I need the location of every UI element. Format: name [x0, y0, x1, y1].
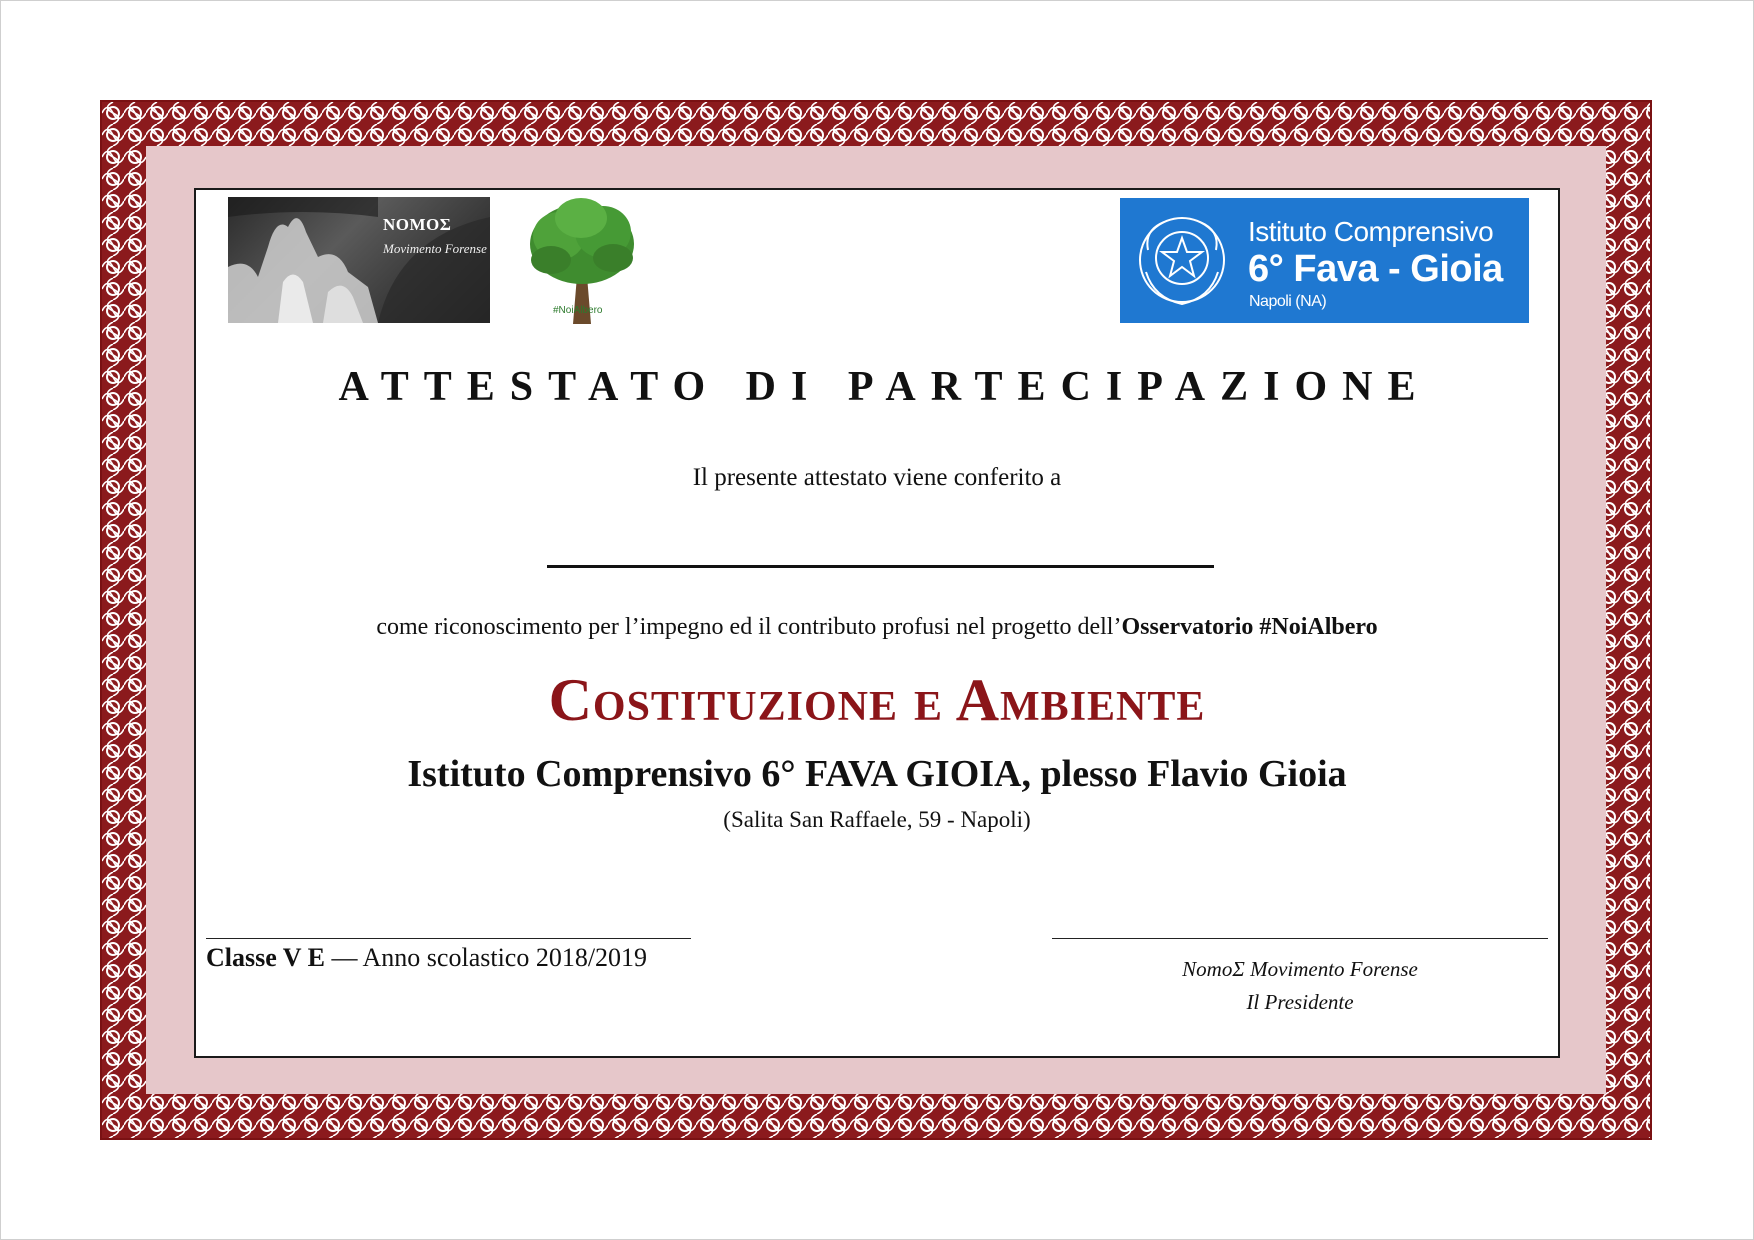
school-logo-line2: 6° Fava - Gioia [1248, 248, 1503, 290]
school-address: (Salita San Raffaele, 59 - Napoli) [723, 807, 1031, 832]
signatory-role: Il Presidente [1246, 990, 1354, 1014]
nomos-title: ΝΟΜΟΣ [383, 215, 452, 234]
class-label: Classe V E [206, 943, 325, 972]
class-year-text [206, 943, 647, 973]
nomos-logo [228, 197, 490, 323]
school-name: Istituto Comprensivo 6° FAVA GIOIA, plesso Flavio Gioia [407, 753, 1347, 795]
recipient-name-line [547, 565, 1214, 568]
year-label: — Anno scolastico 2018/2019 [324, 943, 648, 972]
nomos-subtitle: Movimento Forense [383, 241, 487, 256]
school-logo [1120, 198, 1529, 323]
recognition-observatory: Osservatorio #NoiAlbero [1121, 614, 1378, 640]
recognition-prefix: come riconoscimento per l’impegno ed il contributo profusi nel progetto dell’ [376, 614, 1122, 640]
tree-caption: #NoiAlbero [553, 305, 603, 316]
school-logo-line1: Istituto Comprensivo [1248, 216, 1494, 247]
signatory-organization: NomoΣ Movimento Forense [1182, 957, 1418, 981]
right-signature-line [1052, 938, 1548, 939]
project-name: Costituzione e Ambiente [548, 667, 1206, 733]
conferred-to-text: Il presente attestato viene conferito a [692, 464, 1062, 491]
school-logo-line3: Napoli (NA) [1249, 293, 1327, 310]
recognition-text [194, 614, 1560, 641]
italian-republic-emblem-icon [1134, 210, 1230, 310]
left-signature-line [206, 938, 691, 939]
certificate-title: ATTESTATO DI PARTECIPAZIONE [338, 364, 1431, 410]
